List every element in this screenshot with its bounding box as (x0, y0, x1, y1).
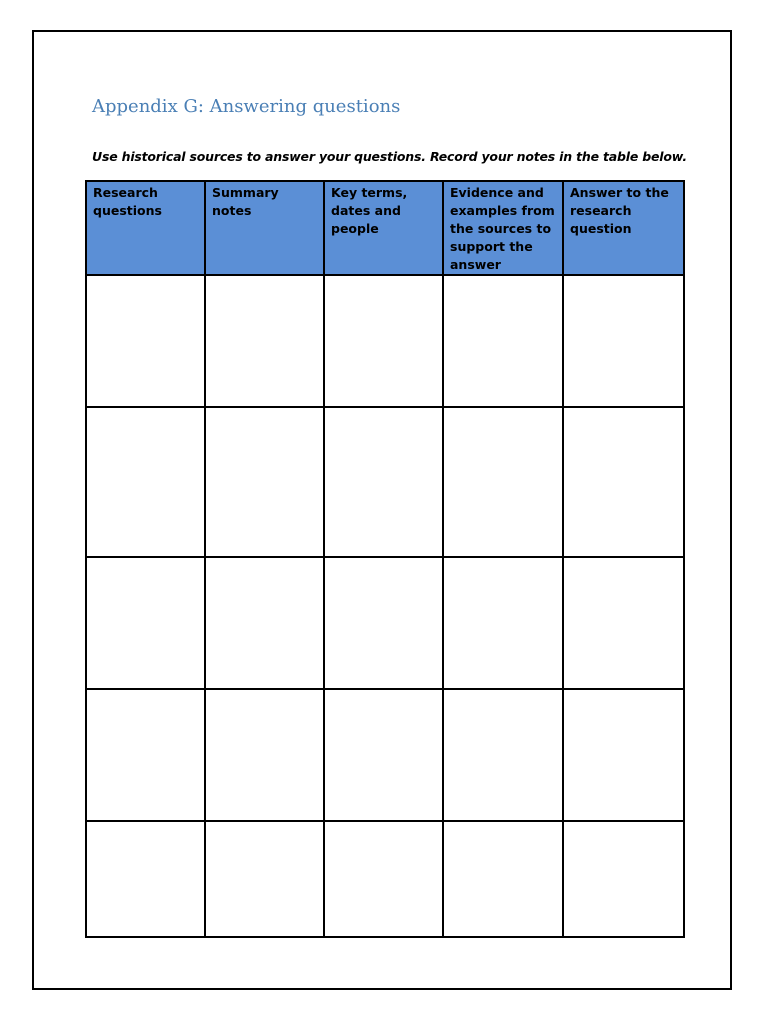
header-research-questions: Research questions (86, 181, 205, 275)
table-cell[interactable] (86, 821, 205, 937)
table-cell[interactable] (205, 557, 324, 689)
table-cell[interactable] (86, 689, 205, 821)
table-cell[interactable] (86, 407, 205, 557)
table-cell[interactable] (324, 689, 443, 821)
table-cell[interactable] (443, 557, 563, 689)
header-summary-notes: Summary notes (205, 181, 324, 275)
table-row (86, 689, 684, 821)
table-cell[interactable] (324, 275, 443, 407)
table-cell[interactable] (205, 689, 324, 821)
page-title: Appendix G: Answering questions (92, 96, 401, 117)
table-cell[interactable] (563, 821, 684, 937)
table-cell[interactable] (205, 821, 324, 937)
notes-table (85, 180, 685, 938)
table-cell[interactable] (443, 689, 563, 821)
header-key-terms: Key terms, dates and people (324, 181, 443, 275)
table-cell[interactable] (324, 557, 443, 689)
header-evidence: Evidence and examples from the sources to support the answer (443, 181, 563, 275)
instruction-text: Use historical sources to answer your questions. Record your notes in the table below. (92, 149, 687, 164)
table-cell[interactable] (563, 407, 684, 557)
table-cell[interactable] (205, 275, 324, 407)
table-cell[interactable] (205, 407, 324, 557)
table-cell[interactable] (86, 557, 205, 689)
table-cell[interactable] (563, 275, 684, 407)
table-row (86, 407, 684, 557)
table-cell[interactable] (443, 275, 563, 407)
table-cell[interactable] (324, 407, 443, 557)
table-row (86, 557, 684, 689)
table-row (86, 275, 684, 407)
table-row (86, 821, 684, 937)
table-header-row (86, 181, 684, 275)
table-cell[interactable] (563, 557, 684, 689)
table-cell[interactable] (324, 821, 443, 937)
header-answer: Answer to the research question (563, 181, 684, 275)
table-cell[interactable] (563, 689, 684, 821)
table-cell[interactable] (443, 407, 563, 557)
table-cell[interactable] (443, 821, 563, 937)
table-cell[interactable] (86, 275, 205, 407)
